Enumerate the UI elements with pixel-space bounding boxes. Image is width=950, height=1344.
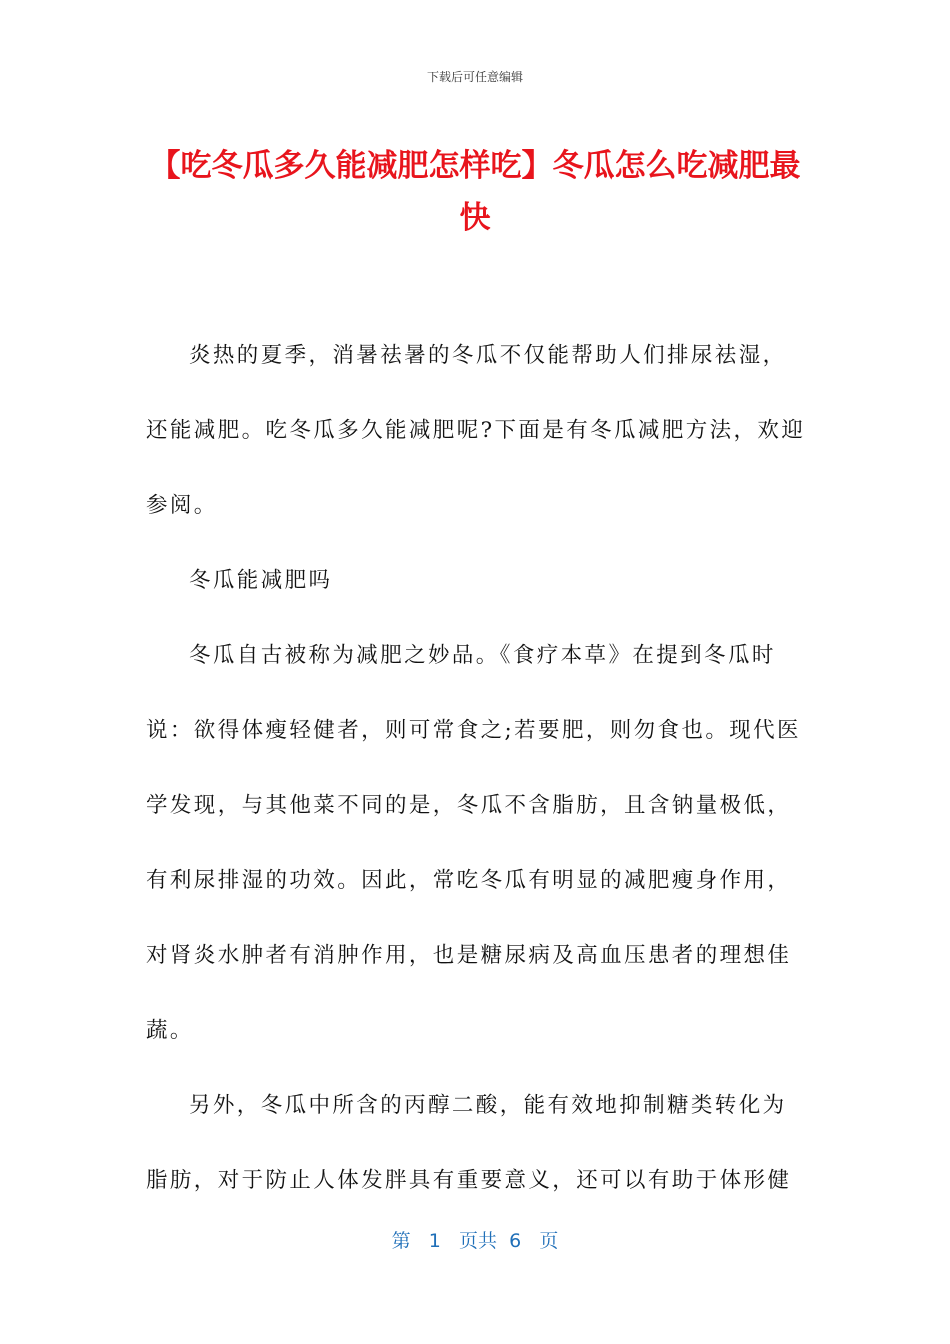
header-note: 下载后可任意编辑 xyxy=(426,70,523,84)
page-footer xyxy=(0,1226,950,1253)
paragraph-continued: 另外，冬瓜中所含的丙醇二酸，能有效地抑制糖类转化为脂肪，对于防止人体发胖具有重要意义，还可以有助于体形健 xyxy=(146,1093,792,1193)
paragraph-intro: 炎热的夏季，消暑祛暑的冬瓜不仅能帮助人们排尿祛湿，还能减肥。吃冬瓜多久能减肥呢?下面是有冬瓜减肥方法，欢迎参阅。 xyxy=(146,343,806,518)
footer-total-pages: 6 xyxy=(509,1230,522,1252)
document-title: 【吃冬瓜多久能减肥怎样吃】冬瓜怎么吃减肥最快 xyxy=(149,148,801,236)
paragraph-heading: 冬瓜能减肥吗 xyxy=(189,568,333,593)
document-body xyxy=(146,318,806,1218)
footer-current-page: 1 xyxy=(428,1230,441,1252)
footer-page-prefix: 第 xyxy=(391,1230,411,1252)
paragraph-body: 冬瓜自古被称为减肥之妙品。《食疗本草》在提到冬瓜时说：欲得体瘦轻健者，则可常食之;若要肥，则勿食也。现代医学发现，与其他菜不同的是，冬瓜不含脂肪，且含钠量极低，有利尿排湿的功效。因此，常吃冬瓜有明显的减肥瘦身作用，对肾炎水肿者有消肿作用，也是糖尿病及高血压患者的理想佳蔬。 xyxy=(146,643,801,1043)
footer-page-suffix: 页 xyxy=(539,1230,559,1252)
footer-page-mid: 页共 xyxy=(459,1230,498,1252)
